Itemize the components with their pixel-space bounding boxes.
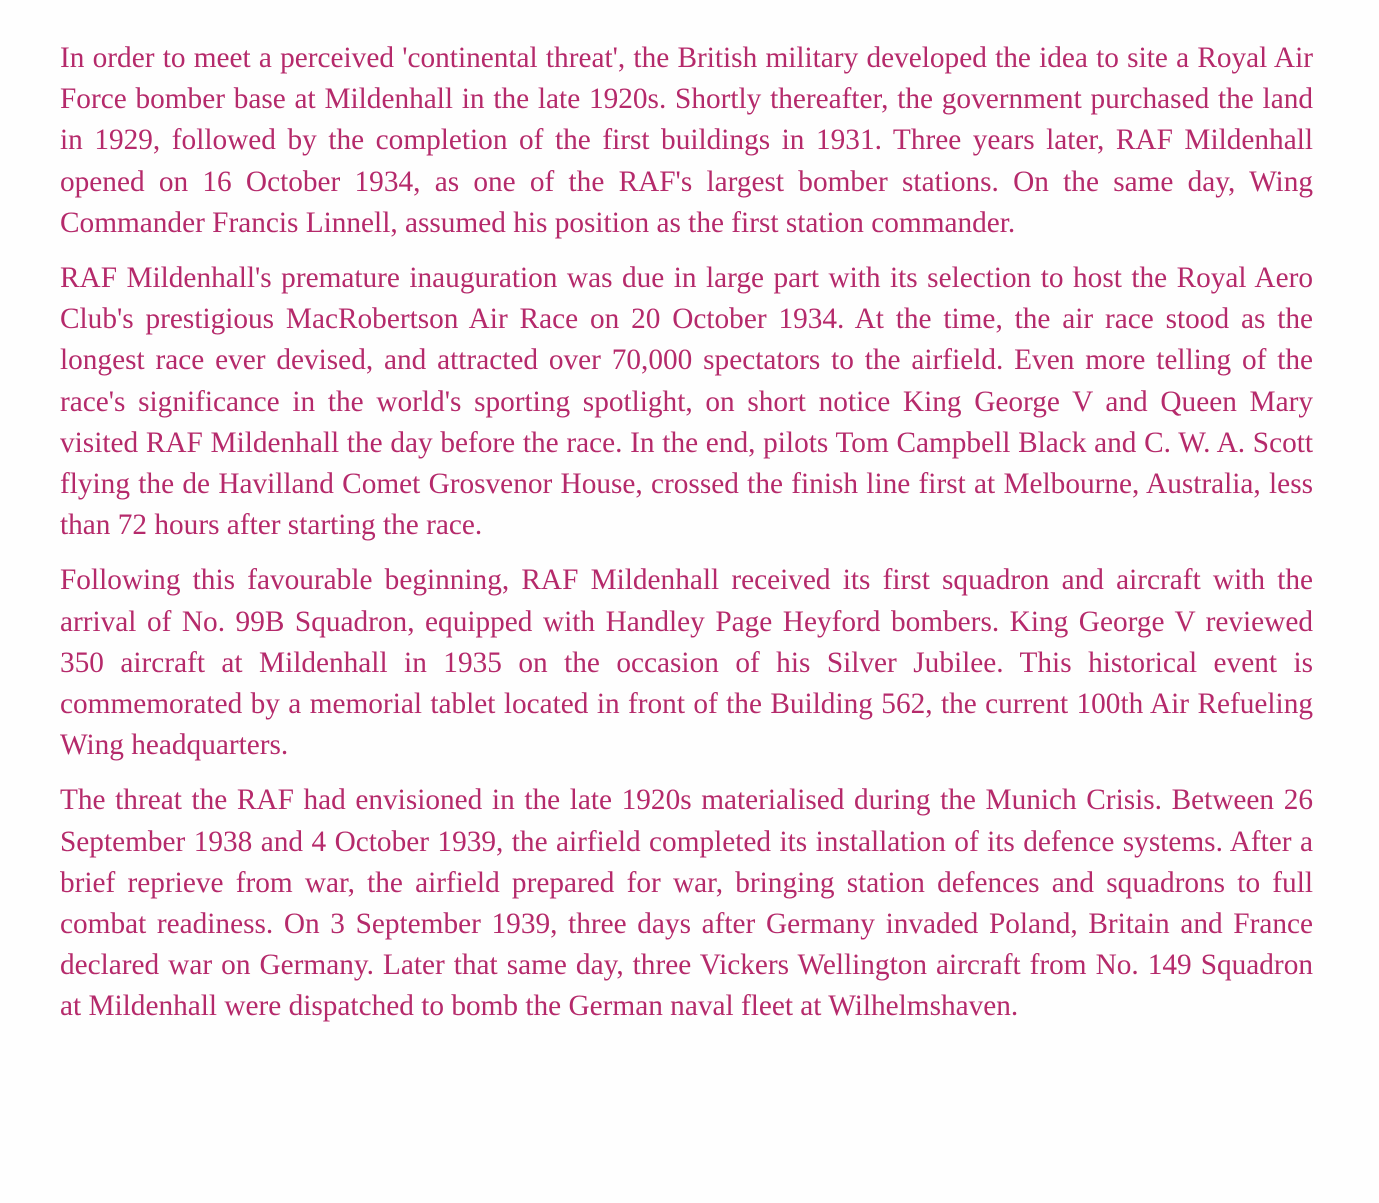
body-text [60,38,1313,1042]
paragraph-4: The threat the RAF had envisioned in the late 1920s materialised during the Munich Crisis. Between 26 September 1938 and 4 October 1939, the airfield completed its installation of its defence systems. After a brief reprieve from war, the airfield prepared for war, bringing station defences and squadrons to full combat readiness. On 3 September 1939, three days after Germany invaded Poland, Britain and France declared war on Germany. Later that same day, three Vickers Wellington aircraft from No. 149 Squadron at Mildenhall were dispatched to bomb the German naval fleet at Wilhelmshaven. [60,784,1313,1023]
paragraph-3: Following this favourable beginning, RAF Mildenhall received its first squadron and aircraft with the arrival of No. 99B Squadron, equipped with Handley Page Heyford bombers. King George V reviewed 350 aircraft at Mildenhall in 1935 on the occasion of his Silver Jubilee. This historical event is commemorated by a memorial tablet located in front of the Building 562, the current 100th Air Refueling Wing headquarters. [60,564,1313,762]
paragraph-2: RAF Mildenhall's premature inauguration was due in large part with its selection to host the Royal Aero Club's prestigious MacRobertson Air Race on 20 October 1934. At the time, the air race stood as the longest race ever devised, and attracted over 70,000 spectators to the airfield. Even more telling of the race's significance in the world's sporting spotlight, on short notice King George V and Queen Mary visited RAF Mildenhall the day before the race. In the end, pilots Tom Campbell Black and C. W. A. Scott flying the de Havilland Comet Grosvenor House, crossed the finish line first at Melbourne, Australia, less than 72 hours after starting the race. [60,262,1313,542]
paragraph-1: In order to meet a perceived 'continental threat', the British military developed the idea to site a Royal Air Force bomber base at Mildenhall in the late 1920s. Shortly thereafter, the government purchased the land in 1929, followed by the completion of the first buildings in 1931. Three years later, RAF Mildenhall opened on 16 October 1934, as one of the RAF's largest bomber stations. On the same day, Wing Commander Francis Linnell, assumed his position as the first station commander. [60,42,1313,239]
